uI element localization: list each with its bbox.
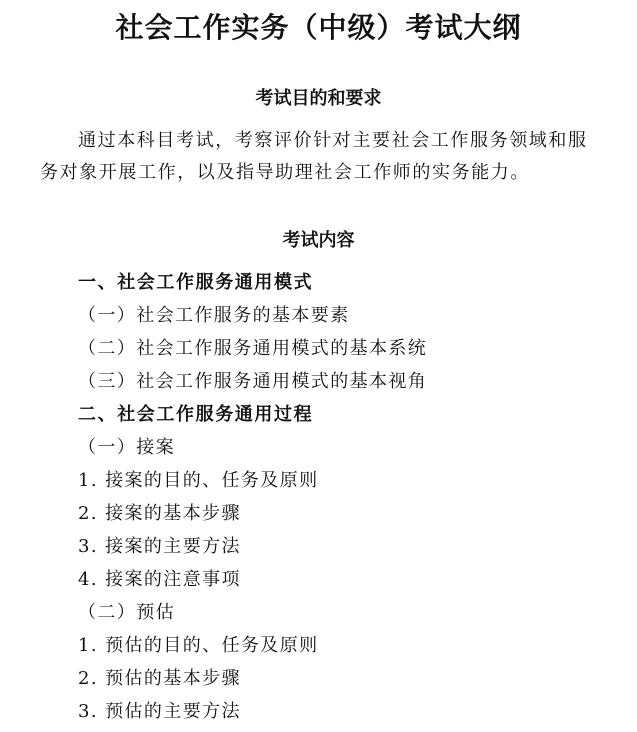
outline-item: 1. 接案的目的、任务及原则 xyxy=(78,470,319,491)
outline-item: 2. 预估的基本步骤 xyxy=(78,668,241,689)
outline-item: （二）社会工作服务通用模式的基本系统 xyxy=(78,338,428,359)
purpose-paragraph-line-1: 通过本科目考试，考察评价针对主要社会工作服务领域和服 xyxy=(78,130,588,151)
outline-item: 3. 预估的主要方法 xyxy=(78,701,241,722)
document-title: 社会工作实务（中级）考试大纲 xyxy=(115,11,522,44)
outline-item: （一）接案 xyxy=(78,437,175,458)
outline-item: 3. 接案的主要方法 xyxy=(78,536,241,557)
outline-item: （二）预估 xyxy=(78,602,175,623)
outline-item: 4. 接案的注意事项 xyxy=(78,569,241,590)
outline-item: （三）社会工作服务通用模式的基本视角 xyxy=(78,371,428,392)
outline-item: 1. 预估的目的、任务及原则 xyxy=(78,635,319,656)
section-heading-purpose: 考试目的和要求 xyxy=(255,88,382,109)
outline-item: 2. 接案的基本步骤 xyxy=(78,503,241,524)
purpose-paragraph-line-2: 务对象开展工作，以及指导助理社会工作师的实务能力。 xyxy=(40,162,530,183)
outline-heading-2: 二、社会工作服务通用过程 xyxy=(78,404,314,425)
outline-heading-1: 一、社会工作服务通用模式 xyxy=(78,272,314,293)
section-heading-content: 考试内容 xyxy=(282,230,355,251)
outline-item: （一）社会工作服务的基本要素 xyxy=(78,305,350,326)
